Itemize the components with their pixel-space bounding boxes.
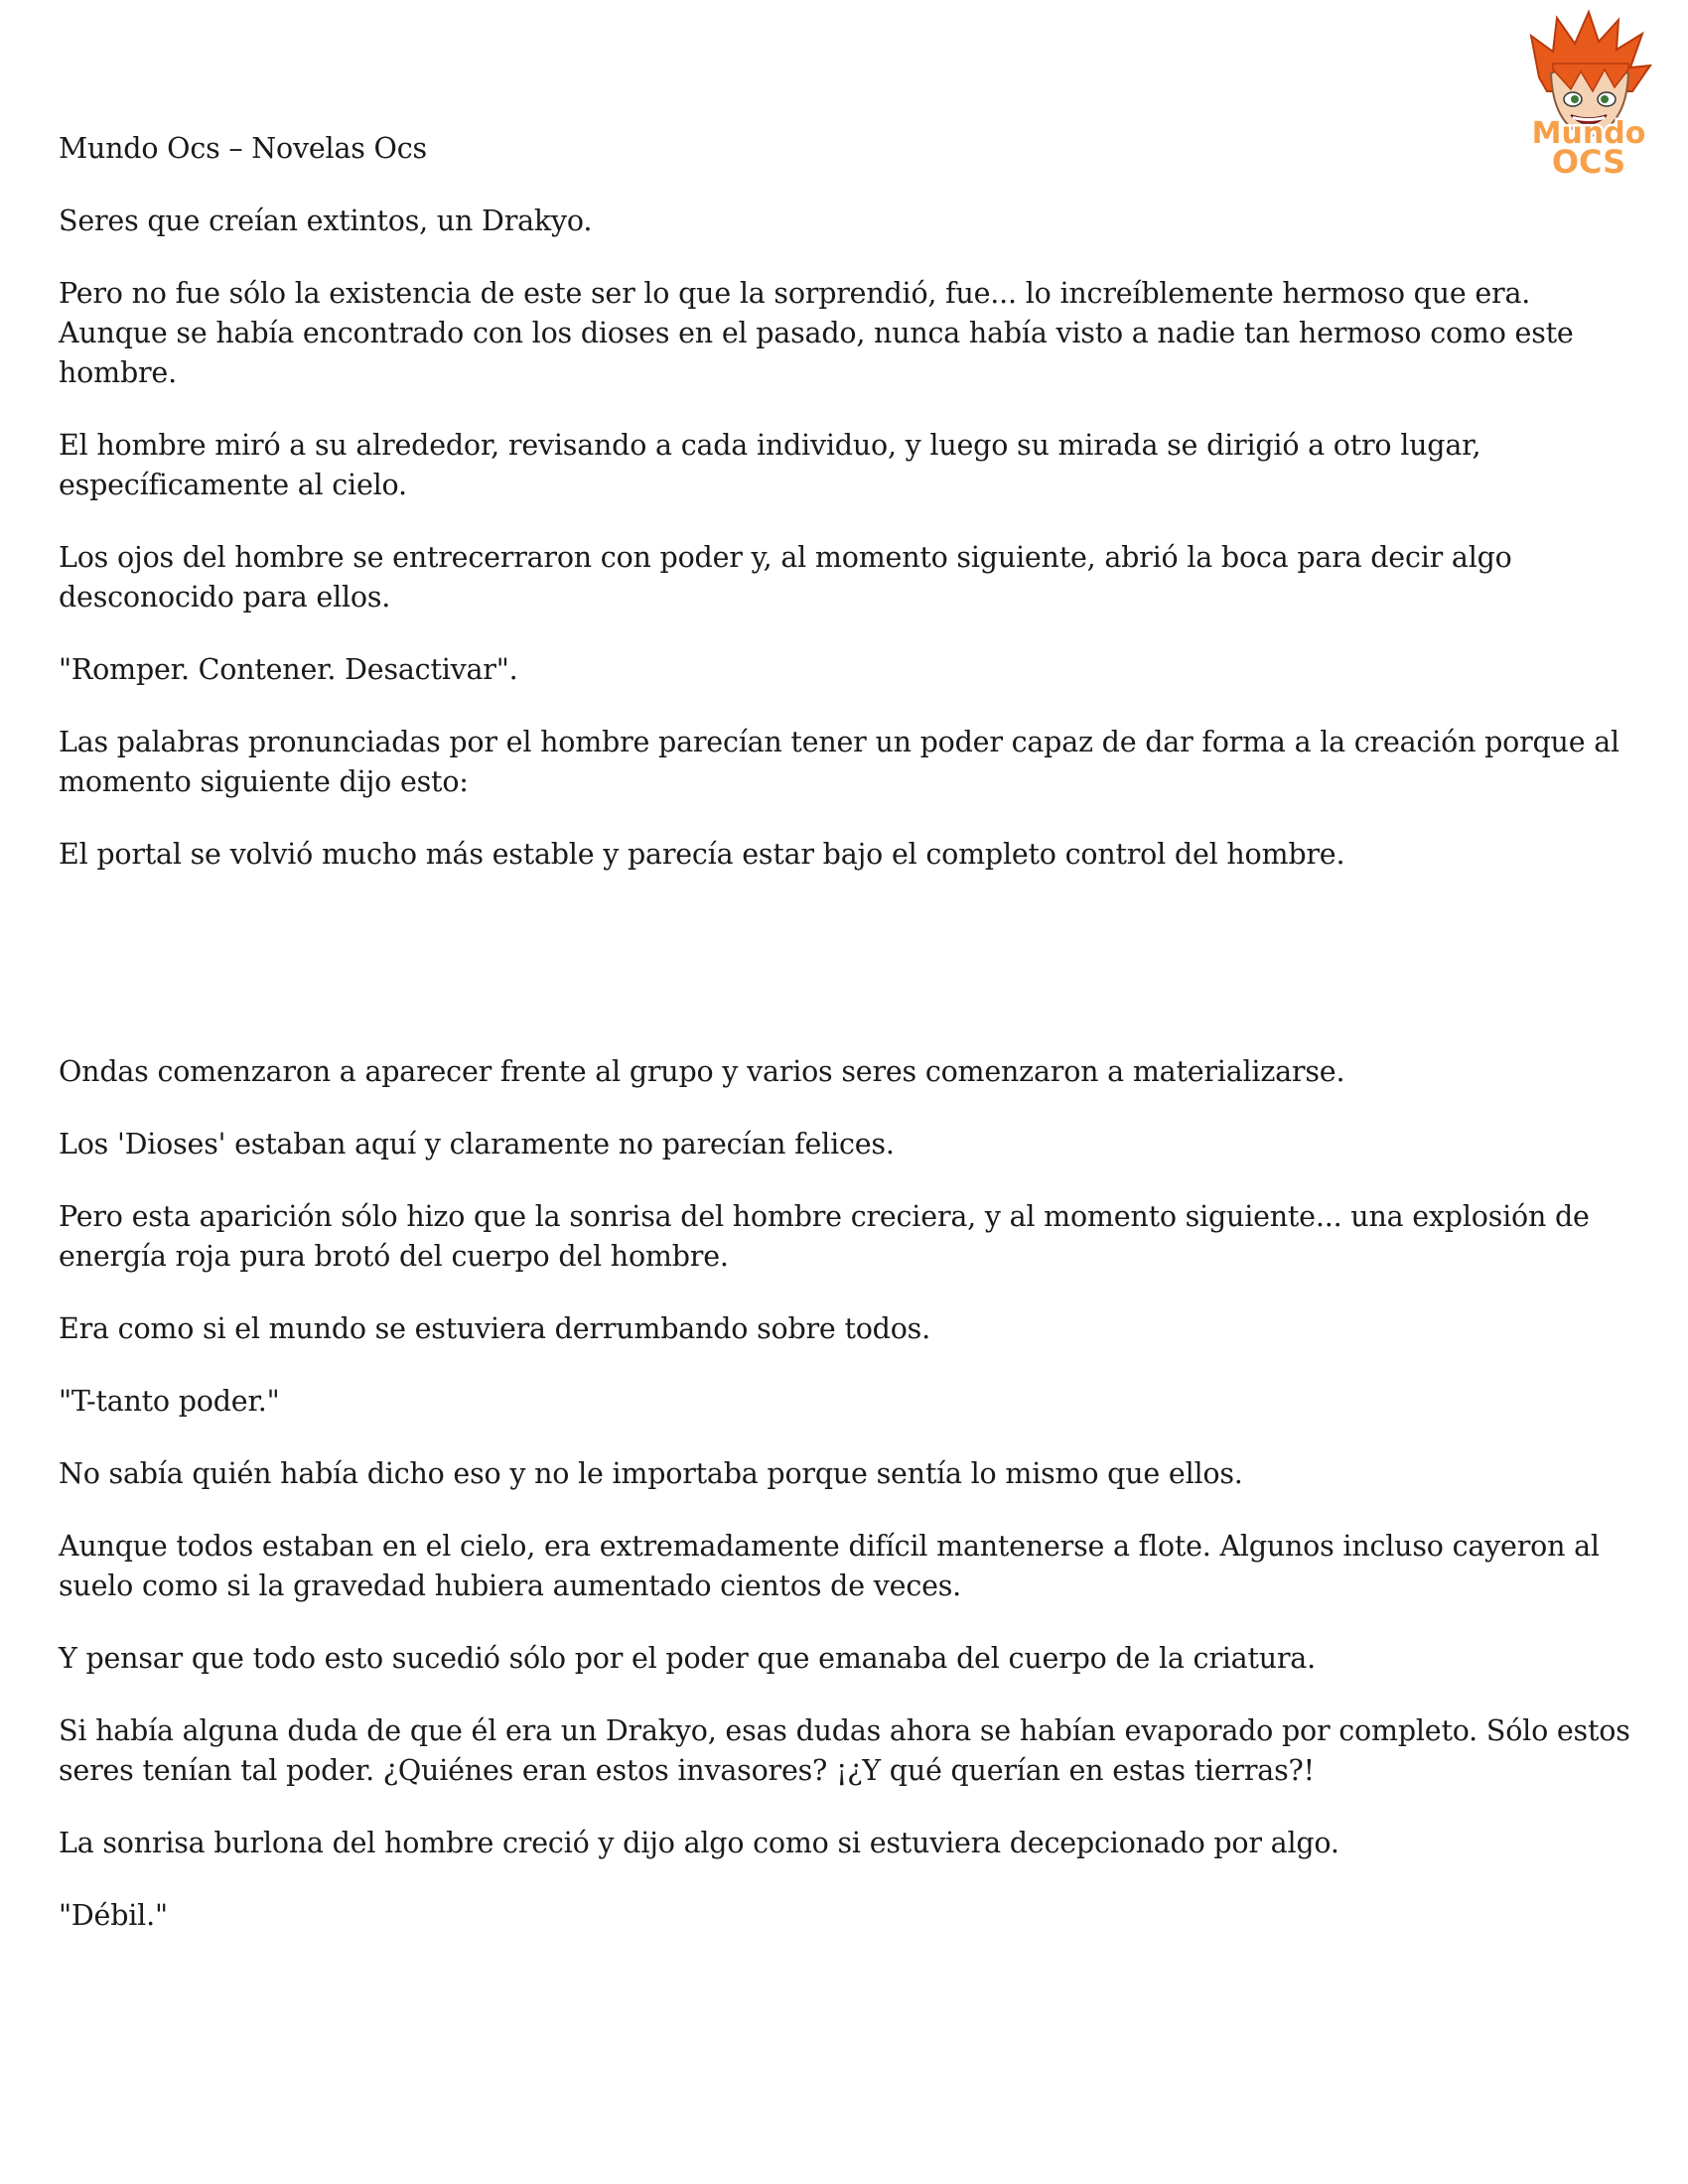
paragraph: El portal se volvió mucho más estable y parecía estar bajo el completo control del hombre. — [59, 838, 1345, 871]
paragraph: Los 'Dioses' estaban aquí y claramente no parecían felices. — [59, 1128, 895, 1160]
paragraph: "T-tanto poder." — [59, 1385, 280, 1418]
paragraph: "Romper. Contener. Desactivar". — [59, 653, 518, 686]
logo-text-mundo: Mundo — [1531, 116, 1646, 151]
document-body — [59, 129, 1637, 1969]
paragraph: El hombre miró a su alrededor, revisando a cada individuo, y luego su mirada se dirigió a otro lugar, específicamente al cielo. — [59, 429, 1481, 501]
paragraph: Pero no fue sólo la existencia de este ser lo que la sorprendió, fue... lo increíblemente hermoso que era. Aunque se había encontrado con los dioses en el pasado, nunca había visto a nadie tan hermoso como este hombre. — [59, 277, 1574, 389]
paragraph: Seres que creían extintos, un Drakyo. — [59, 205, 593, 237]
document-header: Mundo Ocs – Novelas Ocs — [59, 132, 427, 165]
paragraph: Ondas comenzaron a aparecer frente al grupo y varios seres comenzaron a materializarse. — [59, 1055, 1345, 1088]
paragraph: Los ojos del hombre se entrecerraron con poder y, al momento siguiente, abrió la boca para decir algo desconocido para ellos. — [59, 541, 1512, 614]
paragraph: Era como si el mundo se estuviera derrumbando sobre todos. — [59, 1312, 930, 1345]
paragraph: "Débil." — [59, 1899, 168, 1932]
section-gap — [59, 907, 1637, 1052]
paragraph: La sonrisa burlona del hombre creció y dijo algo como si estuviera decepcionado por algo. — [59, 1827, 1339, 1859]
paragraph: Aunque todos estaban en el cielo, era extremadamente difícil mantenerse a flote. Algunos incluso cayeron al suelo como si la gravedad hubiera aumentado cientos de veces. — [59, 1530, 1600, 1602]
logo-text-ocs: OCS — [1551, 143, 1626, 181]
paragraph: Las palabras pronunciadas por el hombre parecían tener un poder capaz de dar forma a la creación porque al momento siguiente dijo esto: — [59, 726, 1619, 798]
paragraph: Y pensar que todo esto sucedió sólo por el poder que emanaba del cuerpo de la criatura. — [59, 1642, 1316, 1675]
paragraph: No sabía quién había dicho eso y no le importaba porque sentía lo mismo que ellos. — [59, 1457, 1243, 1490]
paragraph: Pero esta aparición sólo hizo que la sonrisa del hombre creciera, y al momento siguiente... una explosión de energía roja pura brotó del cuerpo del hombre. — [59, 1200, 1590, 1273]
paragraph: Si había alguna duda de que él era un Drakyo, esas dudas ahora se habían evaporado por completo. Sólo estos seres tenían tal poder. ¿Quiénes eran estos invasores? ¡¿Y qué querían en estas tierras?! — [59, 1714, 1630, 1787]
